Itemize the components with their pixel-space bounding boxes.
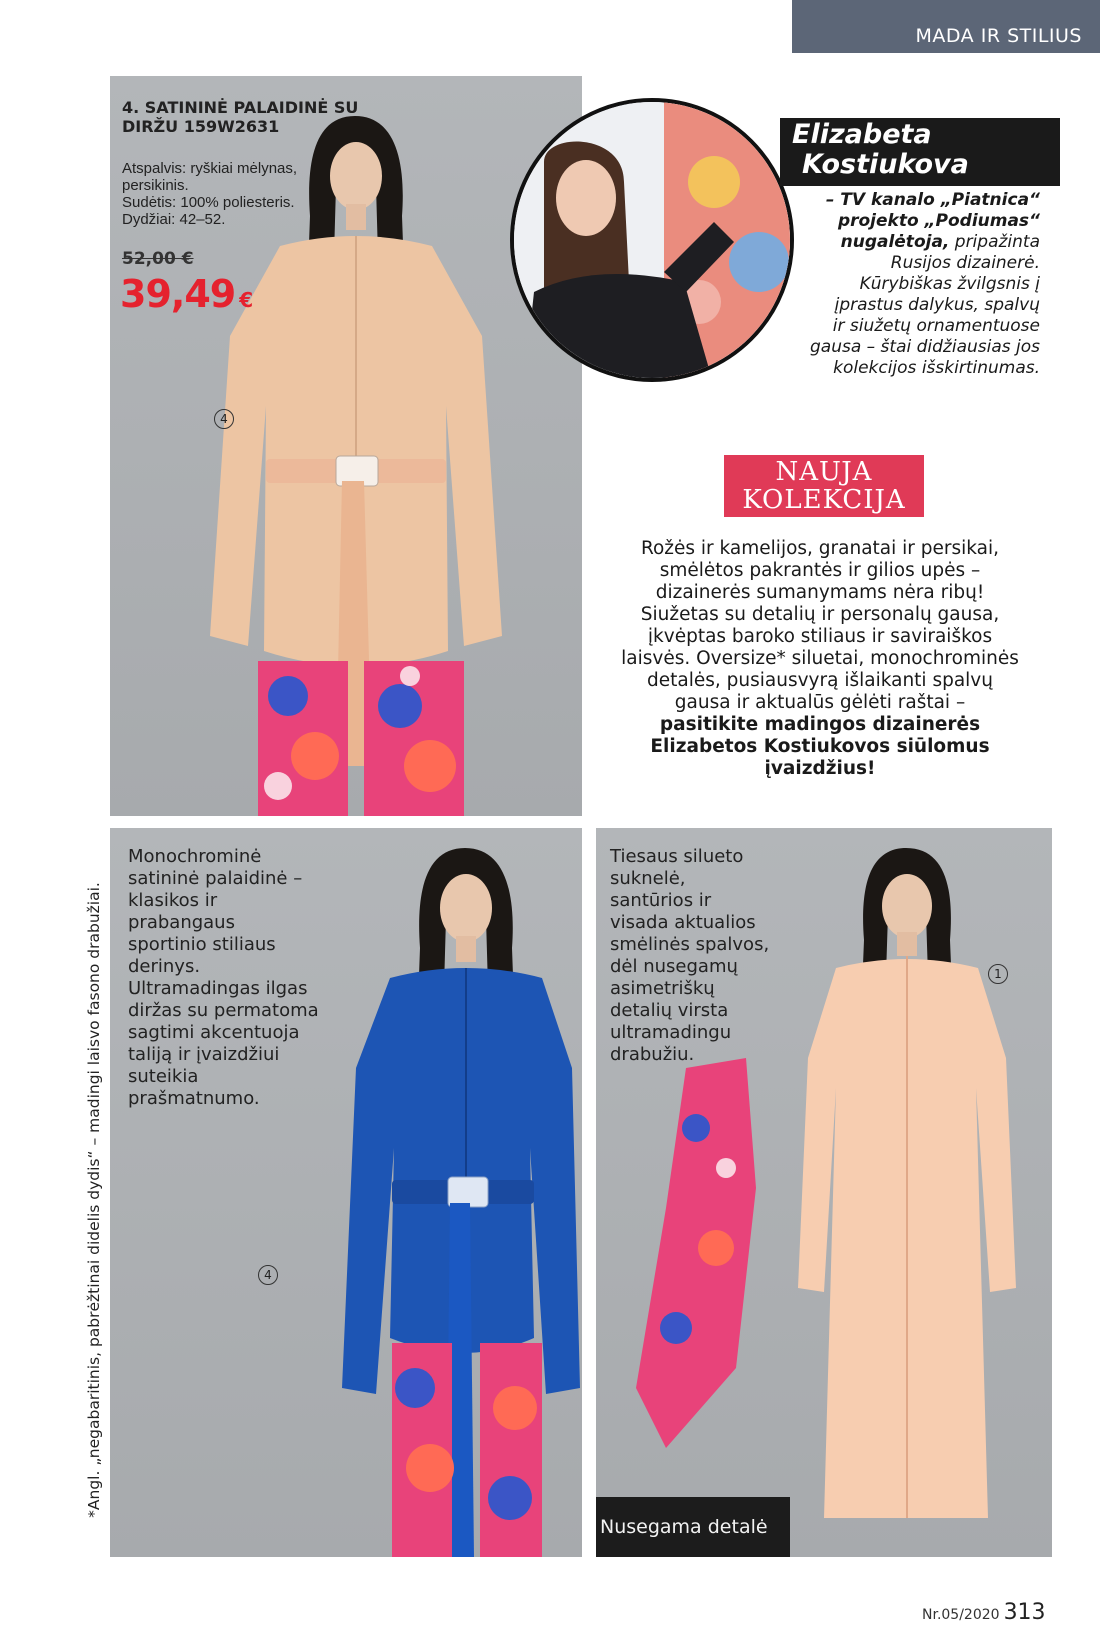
intro-line-bold: įvaizdžius!	[764, 758, 876, 779]
bio-line: kolekcijos išskirtinumas.	[833, 358, 1040, 378]
intro-line: Rožės ir kamelijos, granatai ir persikai,	[640, 538, 1000, 559]
bio-line: Kūrybiškas žvilgsnis į	[859, 274, 1040, 294]
caption-line: taliją ir įvaizdžiui	[128, 1044, 280, 1065]
product-photo-peach-dress	[596, 828, 1052, 1557]
caption-line: suknelė,	[610, 868, 686, 889]
designer-last-name: Kostiukova	[802, 149, 969, 180]
currency-symbol: €	[239, 288, 253, 312]
caption-line: prašmatnumo.	[128, 1088, 260, 1109]
bio-line: Rusijos dizainerė.	[890, 253, 1040, 273]
spec-material: Sudėtis: 100% poliesteris.	[122, 194, 295, 211]
caption-line: dėl nusegamų	[610, 956, 738, 977]
caption-line: sagtimi akcentuoja	[128, 1022, 300, 1043]
badge-line-1: NAUJA	[775, 457, 873, 487]
product-photo-blue-blouse	[110, 828, 582, 1557]
spec-color-cont: persikinis.	[122, 177, 189, 194]
new-price	[120, 272, 252, 316]
intro-line: dizainerės sumanymams nėra ribų!	[655, 582, 985, 603]
section-tag: MADA IR STILIUS	[792, 0, 1100, 53]
bio-line: nugalėtoja, pripažinta	[840, 232, 1040, 252]
caption-line: Monochrominė	[128, 846, 262, 867]
caption-line: visada aktualios	[610, 912, 756, 933]
designer-first-name: Elizabeta	[792, 119, 932, 150]
bio-line: projekto „Podiumas“	[837, 211, 1040, 231]
caption-dress	[610, 846, 769, 1066]
item-number-badge: 4	[258, 1265, 278, 1285]
caption-line: suteikia	[128, 1066, 199, 1087]
spec-sizes: Dydžiai: 42–52.	[122, 211, 226, 228]
caption-line: sportinio stiliaus	[128, 934, 276, 955]
caption-line: smėlinės spalvos,	[610, 934, 770, 955]
item-number-badge: 4	[214, 409, 234, 429]
caption-line: derinys.	[128, 956, 201, 977]
product-photo-peach-blouse	[110, 76, 582, 816]
product-specs	[122, 160, 352, 228]
intro-line: įkvėptas baroko stiliaus ir saviraiškos	[647, 626, 993, 647]
intro-line: Siužetas su detalių ir personalų gausa,	[640, 604, 1000, 625]
caption-line: klasikos ir	[128, 890, 218, 911]
bio-bold-text: nugalėtoja,	[840, 232, 950, 252]
bio-line: gausa – štai didžiausias jos	[809, 337, 1040, 357]
bio-line: įprastus dalykus, spalvų	[834, 295, 1040, 315]
caption-line: drabužiu.	[610, 1044, 695, 1065]
designer-bio	[720, 190, 1040, 379]
caption-line: santūrios ir	[610, 890, 712, 911]
bio-line: – TV kanalo „Piatnica“	[825, 190, 1040, 210]
item-number-badge: 1	[988, 964, 1008, 984]
intro-line: laisvės. Oversize* siluetai, monochrominės	[621, 648, 1019, 669]
intro-line: detalės, pusiausvyrą išlaikanti spalvų	[647, 670, 993, 691]
intro-line-bold: Elizabetos Kostiukovos siūlomus	[650, 736, 990, 757]
page-number: 313	[1003, 1600, 1046, 1625]
spec-color: Atspalvis: ryškiai mėlynas,	[122, 160, 298, 177]
caption-line: prabangaus	[128, 912, 235, 933]
caption-line: Tiesaus silueto	[610, 846, 744, 867]
caption-line: detalių virsta	[610, 1000, 729, 1021]
product-title: 4. SATININĖ PALAIDINĖ SU DIRŽU 159W2631	[122, 98, 359, 136]
bio-line: ir siužetų ornamentuose	[832, 316, 1040, 336]
new-price-value: 39,49	[120, 272, 236, 316]
footnote-vertical: *Angl. „negabaritinis, pabrėžtinai didelis dydis“ – madingi laisvo fasono drabužiai.	[85, 882, 103, 1518]
designer-name	[780, 118, 1060, 186]
new-collection-badge	[724, 455, 924, 517]
badge-line-2: KOLEKCIJA	[742, 485, 906, 515]
intro-line: gausa ir aktualūs gėlėti raštai –	[674, 692, 966, 713]
page-folio	[922, 1600, 1046, 1625]
old-price: 52,00 €	[122, 249, 194, 269]
intro-line-bold: pasitikite madingos dizainerės	[659, 714, 981, 735]
caption-blue-blouse	[128, 846, 319, 1110]
issue-number: Nr.05/2020	[922, 1607, 1000, 1623]
caption-line: satininė palaidinė –	[128, 868, 303, 889]
caption-line: asimetriškų	[610, 978, 715, 999]
caption-line: ultramadingu	[610, 1022, 732, 1043]
collection-intro	[598, 538, 1042, 780]
caption-line: diržas su permatoma	[128, 1000, 319, 1021]
detachable-detail-label: Nusegama detalė	[596, 1497, 790, 1557]
intro-line: smėlėtos pakrantės ir gilios upės –	[659, 560, 981, 581]
caption-line: Ultramadingas ilgas	[128, 978, 308, 999]
